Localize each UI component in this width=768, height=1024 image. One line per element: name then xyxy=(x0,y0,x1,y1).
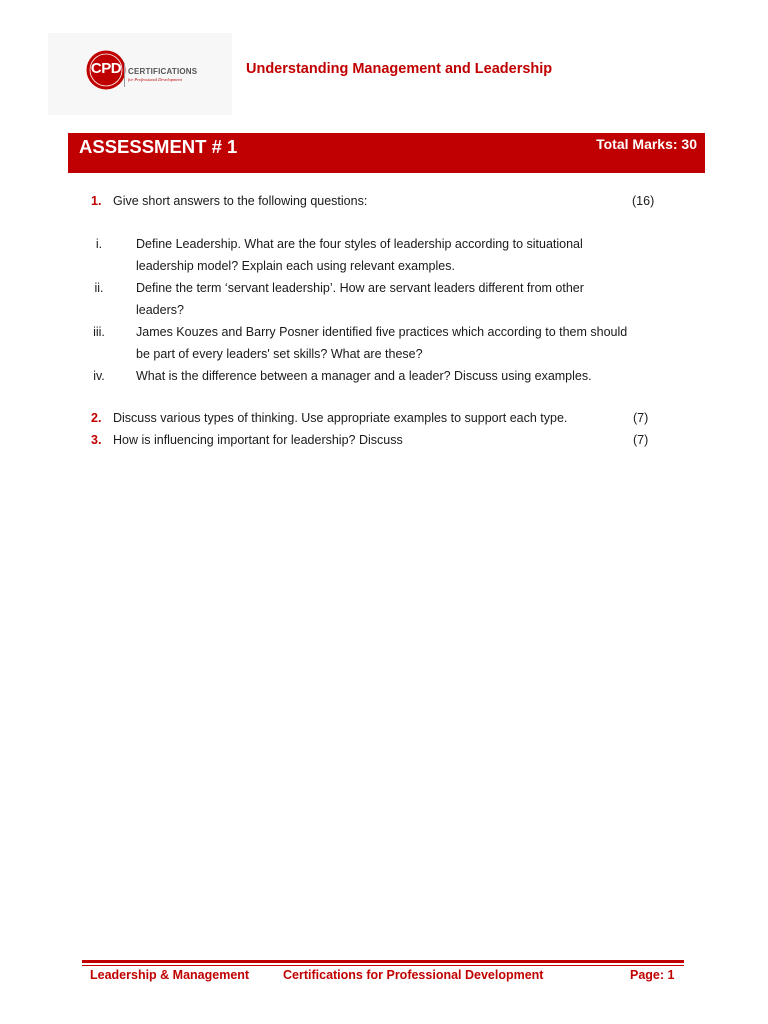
question-text: How is influencing important for leadership? Discuss xyxy=(113,433,403,447)
logo-divider xyxy=(124,63,125,87)
question-number: 3. xyxy=(91,433,102,447)
footer-left: Leadership & Management xyxy=(90,968,250,982)
subquestion-number: iii. xyxy=(93,325,105,339)
question-text: Give short answers to the following questions: xyxy=(113,194,368,208)
question-text: Discuss various types of thinking. Use appropriate examples to support each type. xyxy=(113,411,568,425)
subquestion-line: What is the difference between a manager and a leader? Discuss using examples. xyxy=(136,369,592,383)
subquestion-iv xyxy=(84,365,684,387)
total-marks: Total Marks: 30 xyxy=(596,136,697,152)
question-marks: (7) xyxy=(633,411,649,425)
subquestion-ii xyxy=(84,277,684,321)
logo-text: CPD xyxy=(90,60,122,77)
course-title: Understanding Management and Leadership xyxy=(246,61,553,77)
subquestion-line: James Kouzes and Barry Posner identified five practices which according to them should xyxy=(136,325,628,339)
subquestion-line: Define the term ‘servant leadership’. How are servant leaders different from other xyxy=(136,281,584,295)
question-marks: (7) xyxy=(633,433,649,447)
question-marks: (16) xyxy=(632,194,655,208)
logo-tagline: for Professional Development xyxy=(128,77,182,82)
footer-page-number: Page: 1 xyxy=(630,968,675,982)
footer-divider-thin xyxy=(82,965,684,966)
subquestion-number: iv. xyxy=(93,369,105,383)
subquestion-line: leadership model? Explain each using relevant examples. xyxy=(136,259,455,273)
subquestion-line: be part of every leaders' set skills? What are these? xyxy=(136,347,423,361)
logo-certifications: CERTIFICATIONS xyxy=(128,67,198,76)
subquestion-iii xyxy=(84,321,684,365)
footer-divider xyxy=(82,960,684,963)
assessment-banner xyxy=(68,133,705,173)
subquestion-i xyxy=(84,233,684,277)
subquestion-line: Define Leadership. What are the four styles of leadership according to situational xyxy=(136,237,583,251)
subquestion-number: i. xyxy=(95,237,103,251)
subquestion-number: ii. xyxy=(94,281,104,295)
footer-center: Certifications for Professional Development xyxy=(283,968,544,982)
logo xyxy=(48,33,232,115)
question-number: 2. xyxy=(91,411,102,425)
question-number: 1. xyxy=(91,194,102,208)
assessment-title: ASSESSMENT # 1 xyxy=(79,136,238,157)
subquestion-line: leaders? xyxy=(136,303,184,317)
